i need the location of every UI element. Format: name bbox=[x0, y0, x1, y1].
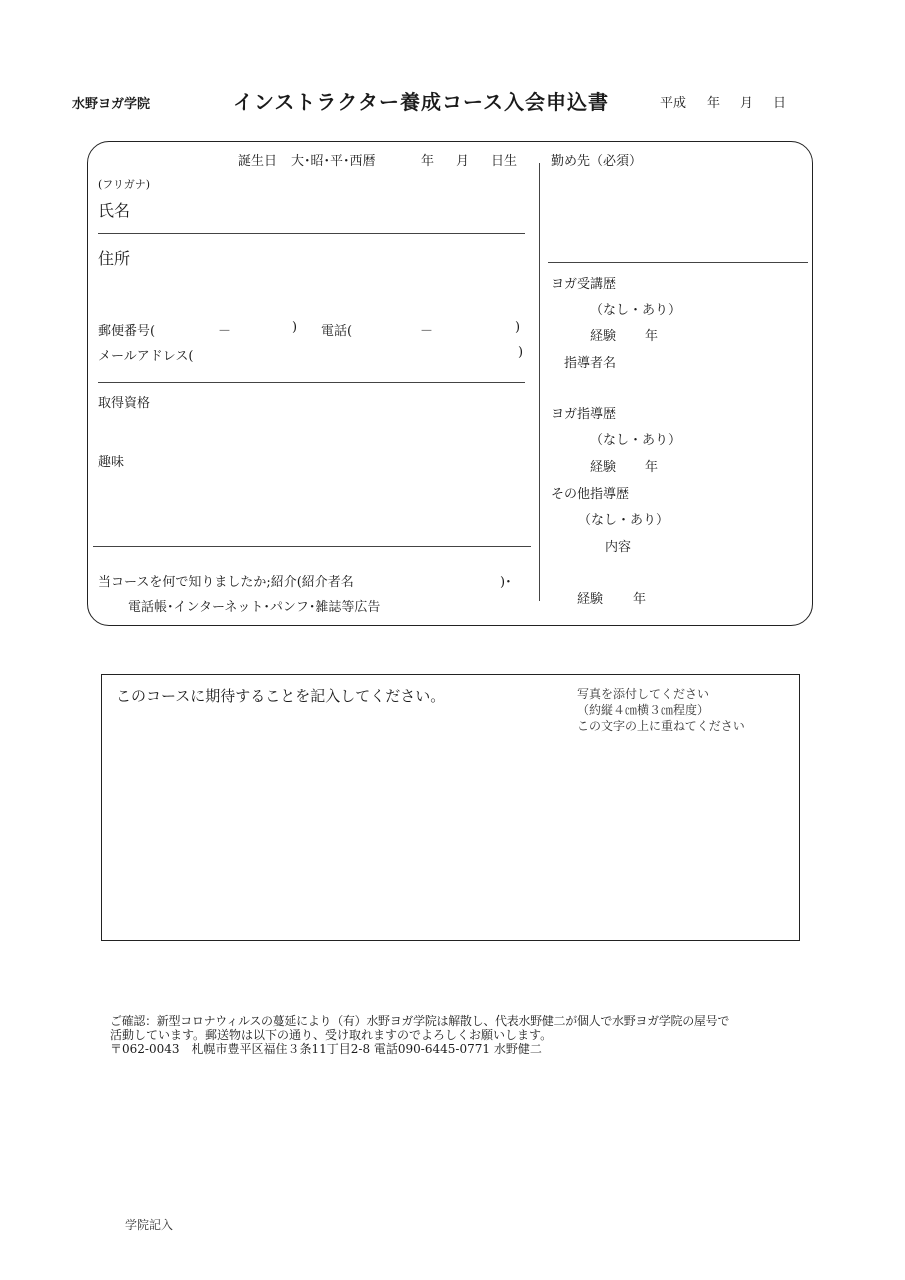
date-era: 平成 bbox=[660, 96, 687, 111]
date-day-label: 日 bbox=[773, 96, 787, 111]
yoga-teaching-experience-label: 経験 bbox=[590, 460, 617, 475]
instructor-name-field[interactable] bbox=[622, 348, 802, 368]
yoga-lessons-experience-label: 経験 bbox=[590, 329, 617, 344]
workplace-label: 勤め先（必須） bbox=[551, 154, 643, 169]
notice-line2: 活動しています。郵送物は以下の通り、受け取れますのでよろしくお願いします。 bbox=[110, 1028, 553, 1042]
birthday-label: 誕生日 bbox=[238, 154, 278, 169]
school-use-label: 学院記入 bbox=[125, 1218, 174, 1232]
referral-sources[interactable]: 電話帳･インターネット･パンフ･雑誌等広告 bbox=[128, 600, 381, 615]
referral-close: )･ bbox=[500, 575, 512, 590]
postal-code-field[interactable] bbox=[170, 318, 288, 336]
yoga-lessons-years-label: 年 bbox=[645, 329, 659, 344]
hobbies-label: 趣味 bbox=[98, 455, 125, 470]
other-teaching-options[interactable]: （なし・あり） bbox=[578, 513, 670, 528]
form-title: インストラクター養成コース入会申込書 bbox=[233, 90, 609, 114]
other-teaching-title: その他指導歴 bbox=[551, 487, 630, 502]
other-teaching-experience-label: 経験 bbox=[577, 592, 604, 607]
phone-dash: － bbox=[420, 324, 434, 339]
expectations-label: このコースに期待することを記入してください。 bbox=[116, 687, 446, 705]
school-name: 水野ヨガ学院 bbox=[72, 97, 151, 112]
notice-line1: ご確認：新型コロナウィルスの蔓延により（有）水野ヨガ学院は解散し、代表水野健二が個人で水野ヨガ学院の屋号で bbox=[110, 1014, 730, 1028]
photo-instruction-line3: この文字の上に重ねてください bbox=[577, 719, 745, 733]
postal-code-dash: － bbox=[218, 324, 232, 339]
birthday-day-label: 日生 bbox=[491, 154, 518, 169]
expectations-field[interactable] bbox=[112, 708, 562, 932]
yoga-lessons-options[interactable]: （なし・あり） bbox=[590, 303, 682, 318]
phone-close: ) bbox=[515, 320, 521, 335]
notice-address: 〒062-0043 札幌市豊平区福住３条11丁目2-8 電話090-6445-0771 水野健二 bbox=[110, 1042, 542, 1056]
birthday-eras[interactable]: 大･昭･平･西暦 bbox=[291, 154, 376, 169]
email-close: ) bbox=[518, 345, 524, 360]
yoga-lessons-title: ヨガ受講歴 bbox=[551, 277, 617, 292]
workplace-field[interactable] bbox=[548, 170, 806, 256]
photo-instruction-line2: （約縦４㎝横３㎝程度） bbox=[577, 703, 710, 717]
qualifications-field[interactable] bbox=[98, 412, 525, 446]
address-label: 住所 bbox=[98, 249, 131, 268]
address-field[interactable] bbox=[140, 242, 525, 312]
postal-code-close: ) bbox=[292, 320, 298, 335]
date-month-label: 月 bbox=[740, 96, 754, 111]
yoga-teaching-years-label: 年 bbox=[645, 460, 659, 475]
other-teaching-content-field[interactable] bbox=[640, 532, 800, 582]
yoga-teaching-options[interactable]: （なし・あり） bbox=[590, 433, 682, 448]
photo-instruction-line1: 写真を添付してください bbox=[577, 687, 710, 701]
yoga-teaching-title: ヨガ指導歴 bbox=[551, 407, 617, 422]
other-teaching-content-label: 内容 bbox=[605, 540, 632, 555]
referral-question: 当コースを何で知りましたか;紹介(紹介者名 bbox=[98, 575, 354, 590]
furigana-label: (フリガナ) bbox=[98, 178, 151, 191]
date-year-label: 年 bbox=[707, 96, 721, 111]
column-divider bbox=[539, 163, 540, 601]
email-field[interactable] bbox=[200, 343, 514, 361]
qualifications-label: 取得資格 bbox=[98, 396, 151, 411]
phone-field[interactable] bbox=[362, 318, 512, 336]
name-label: 氏名 bbox=[98, 201, 131, 220]
other-teaching-years-label: 年 bbox=[633, 592, 647, 607]
birthday-year-label: 年 bbox=[421, 154, 435, 169]
hobbies-field[interactable] bbox=[98, 470, 525, 540]
instructor-name-label: 指導者名 bbox=[564, 356, 617, 371]
phone-label: 電話( bbox=[321, 324, 353, 339]
name-field[interactable] bbox=[140, 174, 525, 230]
birthday-month-label: 月 bbox=[456, 154, 470, 169]
email-label: メールアドレス( bbox=[98, 349, 194, 364]
postal-code-label: 郵便番号( bbox=[98, 324, 156, 339]
